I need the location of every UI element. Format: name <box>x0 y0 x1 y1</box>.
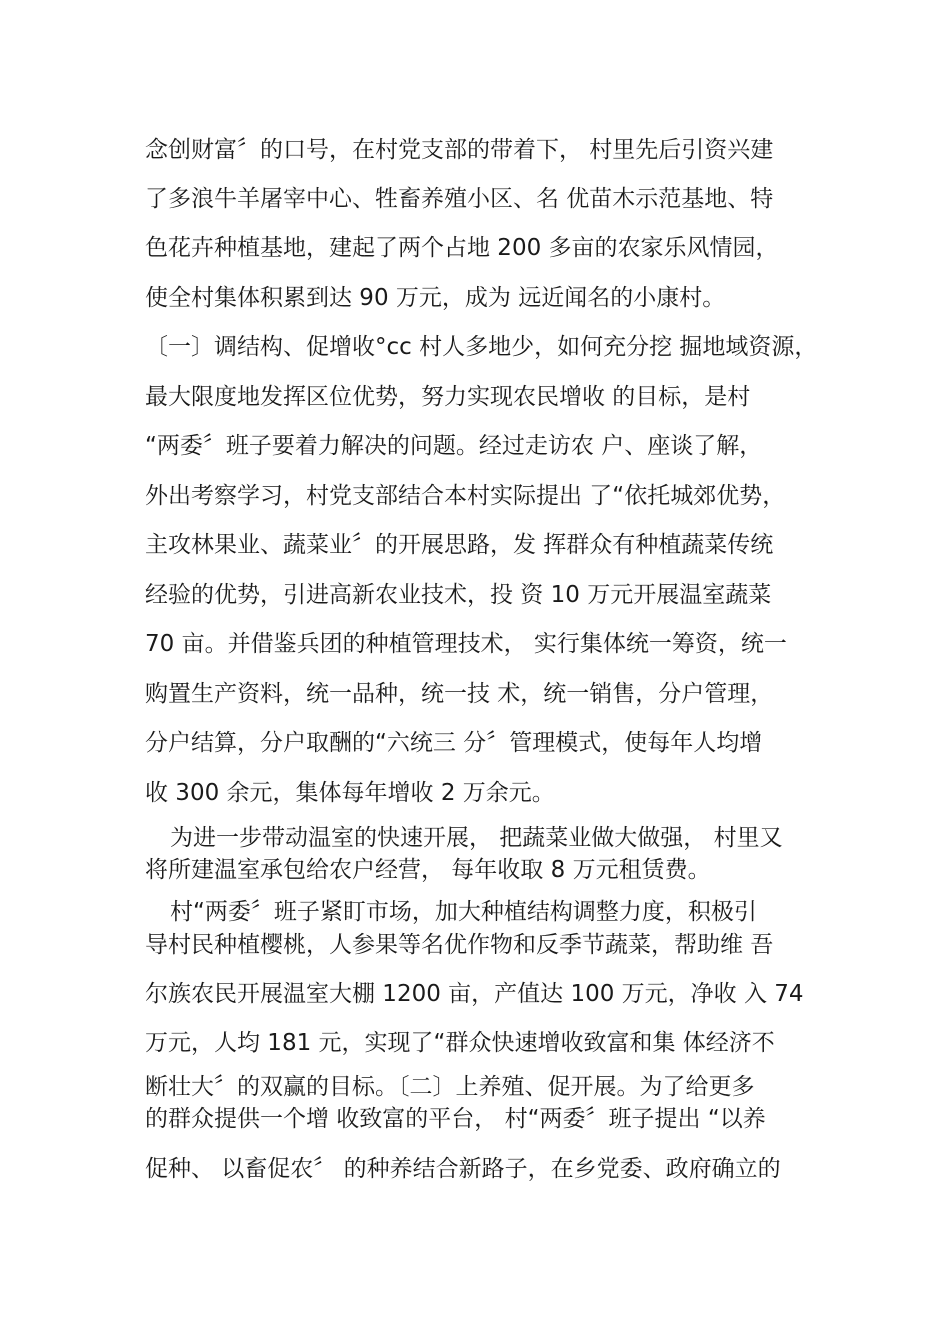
text-line: “两委〞班子要着力解决的问题。经过走访农 户、座谈了解， <box>145 433 763 459</box>
text-line: 促种、 以畜促农〞 的种养结合新路子，在乡党委、政府确立的 <box>145 1156 781 1182</box>
text-line: 分户结算，分户取酬的“六统三 分〞管理模式，使每年人均增 <box>145 730 763 756</box>
text-line: 导村民种植樱桃，人参果等名优作物和反季节蔬菜，帮助维 吾 <box>145 932 774 958</box>
text-line: 的群众提供一个增 收致富的平台， 村“两委〞班子提出 “以养 <box>145 1106 766 1132</box>
text-line: 尔族农民开展温室大棚 1200 亩，产值达 100 万元，净收 入 74 <box>145 981 804 1007</box>
text-line: 使全村集体积累到达 90 万元，成为 远近闻名的小康村。 <box>145 285 726 311</box>
text-line: 外出考察学习，村党支部结合本村实际提出 了“依托城郊优势， <box>145 483 786 509</box>
text-line: 〔一〕调结构、促增收°cc 村人多地少，如何充分挖 掘地域资源， <box>145 334 818 360</box>
text-line: 70 亩。并借鉴兵团的种植管理技术， 实行集体统一筹资，统一 <box>145 631 787 657</box>
text-line-indented: 为进一步带动温室的快速开展， 把蔬菜业做大做强， 村里又 <box>170 825 783 851</box>
text-line: 购置生产资料，统一品种，统一技 术，统一销售，分户管理， <box>145 681 774 707</box>
text-line: 了多浪牛羊屠宰中心、牲畜养殖小区、名 优苗木示范基地、特 <box>145 186 774 212</box>
text-line: 收 300 余元，集体每年增收 2 万余元。 <box>145 780 555 806</box>
text-line: 将所建温室承包给农户经营， 每年收取 8 万元租赁费。 <box>145 857 711 883</box>
text-line: 主攻林果业、蔬菜业〞的开展思路，发 挥群众有种植蔬菜传统 <box>145 532 774 558</box>
text-line: 色花卉种植基地，建起了两个占地 200 多亩的农家乐风情园， <box>145 235 779 261</box>
text-line: 念创财富〞的口号，在村党支部的带着下， 村里先后引资兴建 <box>145 137 774 163</box>
text-line-indented: 村“两委〞班子紧盯市场，加大种植结构调整力度，积极引 <box>170 899 757 925</box>
text-line: 万元，人均 181 元，实现了“群众快速增收致富和集 体经济不 <box>145 1030 775 1056</box>
text-line: 最大限度地发挥区位优势，努力实现农民增收 的目标，是村 <box>145 384 751 410</box>
text-line: 断壮大〞的双赢的目标。〔二〕上养殖、促开展。为了给更多 <box>145 1074 755 1100</box>
text-line: 经验的优势，引进高新农业技术，投 资 10 万元开展温室蔬菜 <box>145 582 772 608</box>
